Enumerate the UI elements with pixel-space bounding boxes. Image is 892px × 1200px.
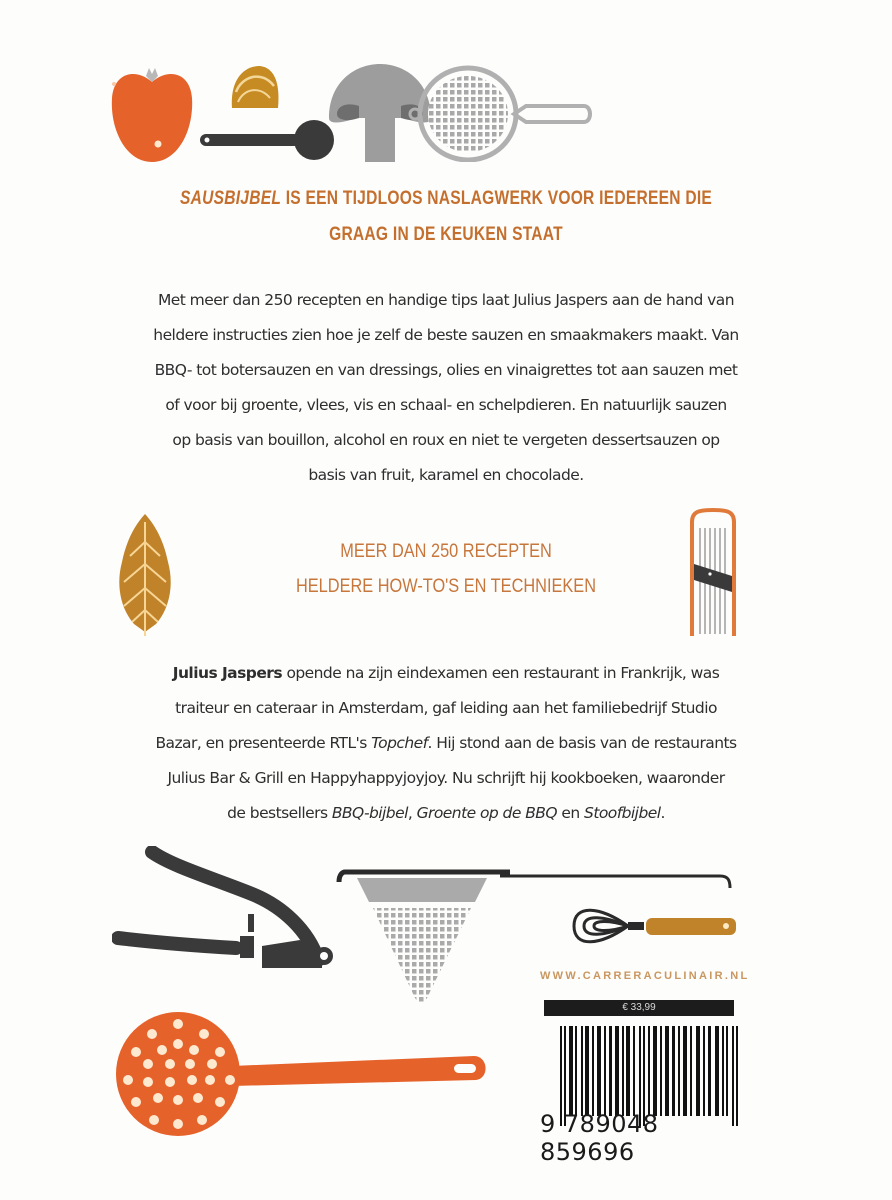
description bbox=[100, 283, 792, 493]
book-title: SAUSBIJBEL bbox=[179, 188, 282, 209]
garlic-press-icon bbox=[112, 846, 352, 968]
highlight-howtos: HELDERE HOW-TO'S EN TECHNIEKEN bbox=[295, 576, 597, 597]
skimmer-icon bbox=[114, 1002, 499, 1142]
description-line: of voor bij groente, vlees, vis en schaal- en schelpdieren. En natuurlijk sauzen bbox=[165, 396, 727, 414]
description-line: basis van fruit, karamel en chocolade. bbox=[308, 466, 584, 484]
publisher-url: WWW.CARRERACULINAIR.NL bbox=[540, 970, 750, 982]
headline-line-1: SAUSBIJBEL IS EEN TIJDLOOS NASLAGWERK VOOR IEDEREEN DIE bbox=[179, 188, 713, 209]
sieve-icon bbox=[408, 62, 598, 162]
headline-line-2: GRAAG IN DE KEUKEN STAAT bbox=[329, 224, 563, 245]
mandoline-icon bbox=[688, 508, 738, 638]
highlight-recipes: MEER DAN 250 RECEPTEN bbox=[340, 541, 552, 562]
price-label: € 33,99 bbox=[544, 1000, 734, 1016]
conical-strainer-icon bbox=[335, 864, 510, 1004]
leaf-icon bbox=[116, 512, 174, 638]
wooden-spoon-icon bbox=[198, 118, 338, 164]
author-name: Julius Jaspers bbox=[172, 664, 283, 682]
description-line: heldere instructies zien hoe je zelf de beste sauzen en smaakmakers maakt. Van bbox=[153, 326, 739, 344]
onion-slice-icon bbox=[228, 62, 282, 112]
description-line: Met meer dan 250 recepten en handige tips laat Julius Jaspers aan de hand van bbox=[157, 291, 735, 309]
author-bio: Julius Jaspers opende na zijn eindexamen een restaurant in Frankrijk, was traiteur en cateraar in Amsterdam, gaf leiding aan het familiebedrijf Studio Bazar, en presenteerde RTL's Topchef. Hij stond aan de basis van de restaurants Julius Bar & Grill en Happyhappyjoyjoy. Nu schrijft hij kookboeken, waaronder de bestsellers BBQ-bijbel, Groente op de BBQ en Stoofbijbel. bbox=[155, 664, 737, 822]
description-line: BBQ- tot botersauzen en van dressings, olies en vinaigrettes tot aan sauzen met bbox=[154, 361, 738, 379]
tomato-icon bbox=[106, 62, 198, 166]
isbn-number: 9 789048 859696 bbox=[540, 1110, 659, 1166]
description-line: op basis van bouillon, alcohol en roux en niet te vergeten dessertsauzen op bbox=[172, 431, 720, 449]
whisk-icon bbox=[500, 866, 740, 946]
